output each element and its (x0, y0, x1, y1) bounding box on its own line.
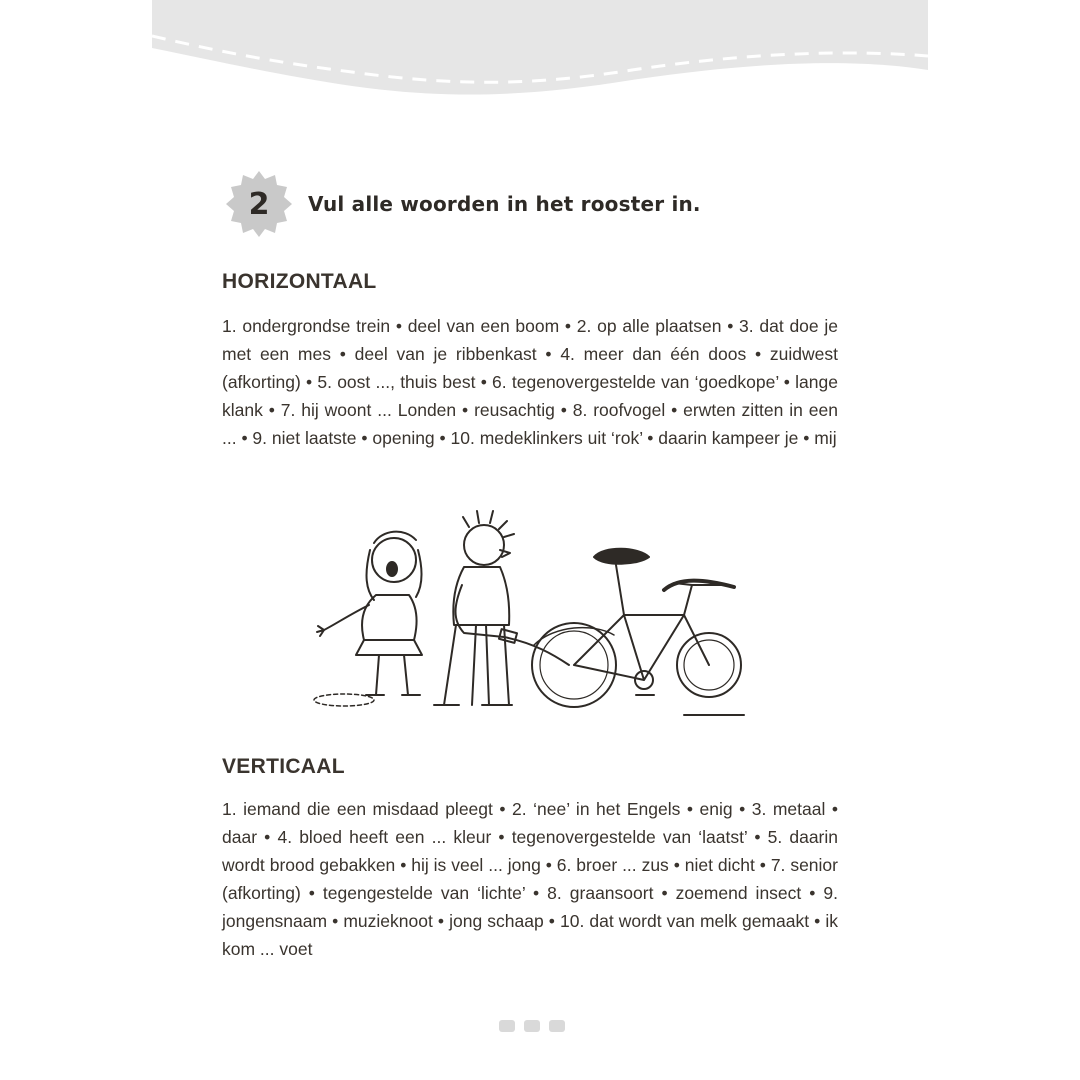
exercise-header (224, 165, 904, 243)
page-dots-icon (497, 1018, 567, 1034)
horizontal-clues: 1. ondergrondse trein • deel van een boom • 2. op alle plaatsen • 3. dat doe je met een mes • deel van je ribbenkast • 4. meer dan één doos • zuidwest (afkorting) • 5. oost ..., thuis best • 6. tegenovergestelde van ‘goedkope’ • lange klank • 7. hij woont ... Londen • reusachtig • 8. roofvogel • erwten zitten in een ... • 9. niet laatste • opening • 10. medeklinkers uit ‘rok’ • daarin kampeer je • mij (222, 316, 838, 448)
exercise-badge (224, 169, 294, 239)
vertical-clues: 1. iemand die een misdaad pleegt • 2. ‘nee’ in het Engels • enig • 3. metaal • daar • 4. bloed heeft een ... kleur • tegenovergestelde van ‘laatst’ • 5. daarin wordt brood gebakken • hij is veel ... jong • 6. broer ... zus • niet dicht • 7. senior (afkorting) • tegengestelde van ‘lichte’ • 8. graansoort • zoemend insect • 9. jongensnaam • muzieknoot • jong schaap • 10. dat wordt van melk gemaakt • ik kom ... voet (222, 799, 838, 959)
kids-flat-tire-bicycle-illustration (304, 505, 764, 725)
top-wave-decoration (152, 0, 928, 120)
workbook-page (152, 0, 928, 1080)
exercise-instruction: Vul alle woorden in het rooster in. (308, 192, 701, 216)
horizontal-title: HORIZONTAAL (222, 270, 377, 293)
exercise-number: 2 (248, 186, 270, 222)
vertical-title: VERTICAAL (222, 755, 345, 778)
